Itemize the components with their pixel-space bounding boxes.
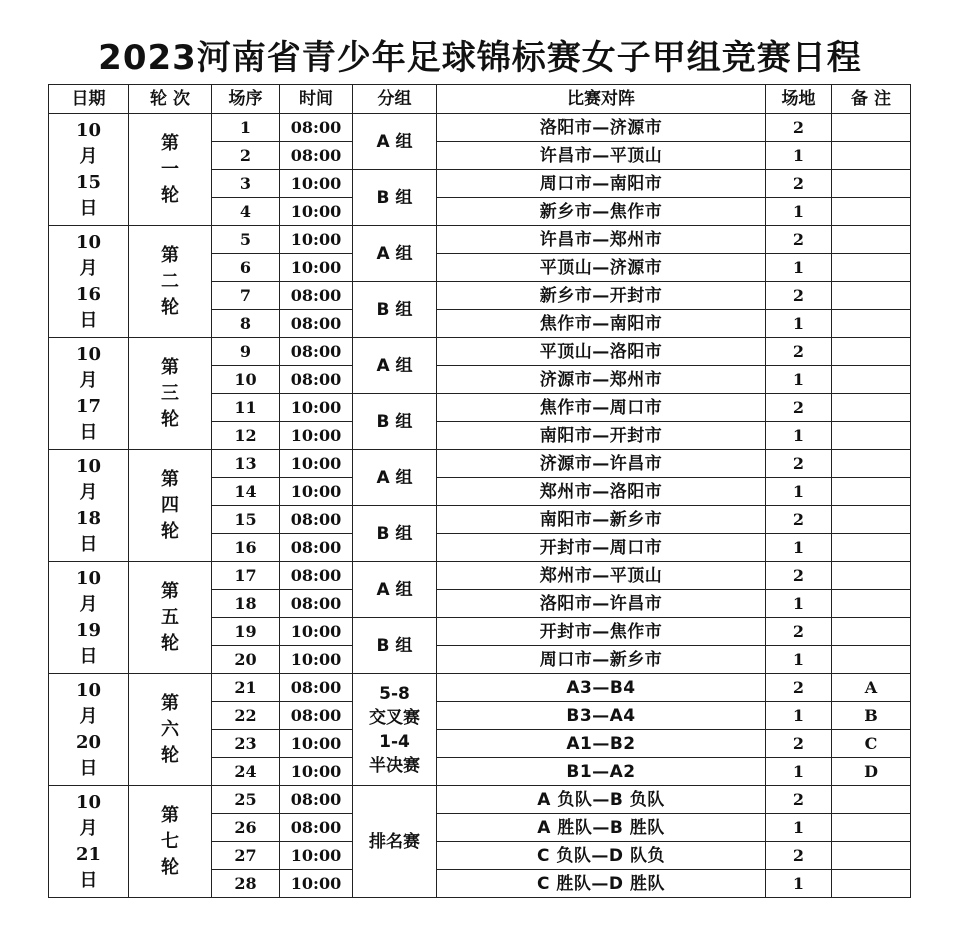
- match-number: 10: [212, 366, 280, 394]
- fixture: 平顶山—洛阳市: [437, 338, 766, 366]
- kickoff-time: 08:00: [280, 142, 353, 170]
- date-cell-line: 日: [79, 533, 98, 555]
- venue-number: 1: [766, 646, 832, 674]
- kickoff-time: 08:00: [280, 814, 353, 842]
- header-group: 分组: [353, 85, 437, 114]
- match-number: 12: [212, 422, 280, 450]
- table-row: [49, 450, 911, 478]
- match-number: 18: [212, 590, 280, 618]
- note: [832, 114, 911, 142]
- date-cell-line: 月: [79, 369, 98, 391]
- note: [832, 506, 911, 534]
- fixture: A1—B2: [437, 730, 766, 758]
- date-cell: [49, 786, 129, 898]
- fixture: 许昌市—平顶山: [437, 142, 766, 170]
- round-cell-line: 第: [161, 244, 179, 266]
- kickoff-time: 10:00: [280, 646, 353, 674]
- date-cell-line: 日: [79, 869, 98, 891]
- group-cell-line: B 组: [376, 635, 413, 656]
- kickoff-time: 08:00: [280, 702, 353, 730]
- venue-number: 2: [766, 842, 832, 870]
- date-cell-line: 月: [79, 705, 98, 727]
- kickoff-time: 10:00: [280, 394, 353, 422]
- note: [832, 590, 911, 618]
- venue-number: 1: [766, 366, 832, 394]
- group-cell-line: B 组: [376, 411, 413, 432]
- kickoff-time: 10:00: [280, 170, 353, 198]
- venue-number: 2: [766, 786, 832, 814]
- group-cell-line: A 组: [376, 355, 413, 376]
- table-row: [49, 674, 911, 702]
- group-cell: [353, 786, 437, 898]
- date-cell-line: 月: [79, 145, 98, 167]
- round-cell-line: 轮: [161, 744, 179, 766]
- date-cell-line: 10: [75, 455, 102, 477]
- date-cell: [49, 338, 129, 450]
- note: [832, 142, 911, 170]
- fixture: 周口市—南阳市: [437, 170, 766, 198]
- round-cell-line: 轮: [161, 856, 179, 878]
- fixture: 新乡市—开封市: [437, 282, 766, 310]
- match-number: 9: [212, 338, 280, 366]
- group-cell: [353, 506, 437, 562]
- round-cell-line: 三: [161, 382, 179, 404]
- fixture: A3—B4: [437, 674, 766, 702]
- fixture: 洛阳市—许昌市: [437, 590, 766, 618]
- venue-number: 2: [766, 114, 832, 142]
- group-cell-line: 半决赛: [369, 755, 420, 776]
- fixture: 开封市—周口市: [437, 534, 766, 562]
- match-number: 17: [212, 562, 280, 590]
- table-row: [49, 562, 911, 590]
- round-cell: [129, 114, 212, 226]
- match-number: 3: [212, 170, 280, 198]
- round-cell: [129, 562, 212, 674]
- table-row: [49, 226, 911, 254]
- match-number: 15: [212, 506, 280, 534]
- venue-number: 2: [766, 618, 832, 646]
- note: B: [832, 702, 911, 730]
- date-cell-line: 20: [75, 731, 102, 753]
- fixture: 新乡市—焦作市: [437, 198, 766, 226]
- round-cell-line: 轮: [161, 184, 179, 206]
- fixture: 焦作市—南阳市: [437, 310, 766, 338]
- note: [832, 842, 911, 870]
- group-cell: [353, 170, 437, 226]
- fixture: A 胜队—B 胜队: [437, 814, 766, 842]
- note: [832, 170, 911, 198]
- match-number: 22: [212, 702, 280, 730]
- group-cell-line: A 组: [376, 243, 413, 264]
- kickoff-time: 08:00: [280, 674, 353, 702]
- group-cell-line: 交叉赛: [369, 707, 420, 728]
- fixture: 周口市—新乡市: [437, 646, 766, 674]
- date-cell-line: 17: [75, 395, 102, 417]
- fixture: A 负队—B 负队: [437, 786, 766, 814]
- round-cell-line: 轮: [161, 296, 179, 318]
- round-cell-line: 四: [161, 494, 179, 516]
- header-round: 轮 次: [129, 85, 212, 114]
- group-cell: [353, 618, 437, 674]
- venue-number: 1: [766, 814, 832, 842]
- group-cell: [353, 338, 437, 394]
- venue-number: 2: [766, 226, 832, 254]
- venue-number: 1: [766, 478, 832, 506]
- round-cell-line: 六: [161, 718, 179, 740]
- group-cell-line: 1-4: [379, 731, 410, 752]
- kickoff-time: 10:00: [280, 842, 353, 870]
- match-number: 23: [212, 730, 280, 758]
- date-cell-line: 18: [75, 507, 102, 529]
- fixture: 开封市—焦作市: [437, 618, 766, 646]
- note: [832, 450, 911, 478]
- group-cell: [353, 226, 437, 282]
- note: [832, 254, 911, 282]
- venue-number: 2: [766, 730, 832, 758]
- match-number: 8: [212, 310, 280, 338]
- note: A: [832, 674, 911, 702]
- match-number: 11: [212, 394, 280, 422]
- group-cell: [353, 394, 437, 450]
- kickoff-time: 10:00: [280, 450, 353, 478]
- venue-number: 1: [766, 702, 832, 730]
- group-cell: [353, 282, 437, 338]
- round-cell-line: 第: [161, 804, 179, 826]
- date-cell-line: 10: [75, 679, 102, 701]
- fixture: 郑州市—平顶山: [437, 562, 766, 590]
- match-number: 28: [212, 870, 280, 898]
- match-number: 20: [212, 646, 280, 674]
- note: [832, 422, 911, 450]
- match-number: 25: [212, 786, 280, 814]
- match-number: 24: [212, 758, 280, 786]
- group-cell-line: 5-8: [379, 683, 410, 704]
- kickoff-time: 10:00: [280, 422, 353, 450]
- header-match-number: 场序: [212, 85, 280, 114]
- date-cell-line: 10: [75, 343, 102, 365]
- page-title: 2023河南省青少年足球锦标赛女子甲组竞赛日程: [98, 38, 862, 78]
- date-cell: [49, 674, 129, 786]
- kickoff-time: 08:00: [280, 366, 353, 394]
- round-cell-line: 七: [161, 830, 179, 852]
- note: [832, 226, 911, 254]
- fixture: 南阳市—新乡市: [437, 506, 766, 534]
- header-note: 备 注: [832, 85, 911, 114]
- note: [832, 534, 911, 562]
- venue-number: 2: [766, 506, 832, 534]
- date-cell: [49, 450, 129, 562]
- fixture: 焦作市—周口市: [437, 394, 766, 422]
- fixture: 济源市—许昌市: [437, 450, 766, 478]
- date-cell-line: 月: [79, 817, 98, 839]
- note: D: [832, 758, 911, 786]
- note: [832, 198, 911, 226]
- fixture: 洛阳市—济源市: [437, 114, 766, 142]
- note: [832, 394, 911, 422]
- header-date: 日期: [49, 85, 129, 114]
- round-cell-line: 轮: [161, 408, 179, 430]
- match-number: 2: [212, 142, 280, 170]
- table-row: [49, 786, 911, 814]
- round-cell: [129, 338, 212, 450]
- match-number: 4: [212, 198, 280, 226]
- note: [832, 870, 911, 898]
- venue-number: 2: [766, 450, 832, 478]
- date-cell-line: 21: [75, 843, 102, 865]
- kickoff-time: 10:00: [280, 198, 353, 226]
- kickoff-time: 10:00: [280, 730, 353, 758]
- date-cell: [49, 562, 129, 674]
- round-cell-line: 二: [161, 270, 179, 292]
- group-cell-line: B 组: [376, 187, 413, 208]
- date-cell-line: 10: [75, 791, 102, 813]
- venue-number: 1: [766, 870, 832, 898]
- fixture: B1—A2: [437, 758, 766, 786]
- date-cell-line: 日: [79, 309, 98, 331]
- venue-number: 2: [766, 562, 832, 590]
- venue-number: 1: [766, 310, 832, 338]
- date-cell: [49, 114, 129, 226]
- note: [832, 478, 911, 506]
- date-cell-line: 10: [75, 567, 102, 589]
- match-number: 27: [212, 842, 280, 870]
- note: [832, 310, 911, 338]
- kickoff-time: 08:00: [280, 114, 353, 142]
- schedule-body: [49, 114, 911, 898]
- note: C: [832, 730, 911, 758]
- date-cell: [49, 226, 129, 338]
- round-cell-line: 一: [161, 158, 179, 180]
- note: [832, 786, 911, 814]
- note: [832, 618, 911, 646]
- note: [832, 646, 911, 674]
- round-cell-line: 第: [161, 356, 179, 378]
- venue-number: 2: [766, 674, 832, 702]
- note: [832, 814, 911, 842]
- kickoff-time: 10:00: [280, 618, 353, 646]
- venue-number: 1: [766, 422, 832, 450]
- round-cell-line: 轮: [161, 520, 179, 542]
- kickoff-time: 08:00: [280, 590, 353, 618]
- match-number: 1: [212, 114, 280, 142]
- date-cell-line: 月: [79, 593, 98, 615]
- round-cell: [129, 450, 212, 562]
- group-cell-line: B 组: [376, 299, 413, 320]
- date-cell-line: 日: [79, 757, 98, 779]
- fixture: C 负队—D 队负: [437, 842, 766, 870]
- date-cell-line: 10: [75, 119, 102, 141]
- match-number: 16: [212, 534, 280, 562]
- kickoff-time: 10:00: [280, 758, 353, 786]
- fixture: C 胜队—D 胜队: [437, 870, 766, 898]
- schedule-table: [48, 84, 911, 898]
- kickoff-time: 08:00: [280, 282, 353, 310]
- table-row: [49, 338, 911, 366]
- group-cell-line: A 组: [376, 579, 413, 600]
- match-number: 6: [212, 254, 280, 282]
- round-cell: [129, 674, 212, 786]
- date-cell-line: 15: [75, 171, 102, 193]
- round-cell-line: 五: [161, 606, 179, 628]
- group-cell-line: 排名赛: [369, 831, 420, 852]
- date-cell-line: 19: [75, 619, 102, 641]
- match-number: 7: [212, 282, 280, 310]
- round-cell-line: 第: [161, 692, 179, 714]
- note: [832, 366, 911, 394]
- fixture: 郑州市—洛阳市: [437, 478, 766, 506]
- header-venue: 场地: [766, 85, 832, 114]
- round-cell: [129, 226, 212, 338]
- note: [832, 282, 911, 310]
- match-number: 21: [212, 674, 280, 702]
- round-cell-line: 第: [161, 580, 179, 602]
- note: [832, 562, 911, 590]
- group-cell-line: B 组: [376, 523, 413, 544]
- date-cell-line: 月: [79, 257, 98, 279]
- fixture: 南阳市—开封市: [437, 422, 766, 450]
- match-number: 14: [212, 478, 280, 506]
- group-cell: [353, 114, 437, 170]
- venue-number: 1: [766, 758, 832, 786]
- venue-number: 1: [766, 198, 832, 226]
- group-cell-line: A 组: [376, 467, 413, 488]
- match-number: 26: [212, 814, 280, 842]
- date-cell-line: 16: [75, 283, 102, 305]
- header-time: 时间: [280, 85, 353, 114]
- round-cell-line: 轮: [161, 632, 179, 654]
- venue-number: 2: [766, 282, 832, 310]
- date-cell-line: 10: [75, 231, 102, 253]
- note: [832, 338, 911, 366]
- kickoff-time: 10:00: [280, 254, 353, 282]
- kickoff-time: 08:00: [280, 310, 353, 338]
- kickoff-time: 10:00: [280, 478, 353, 506]
- header-row: [49, 85, 911, 114]
- match-number: 13: [212, 450, 280, 478]
- group-cell-line: A 组: [376, 131, 413, 152]
- match-number: 5: [212, 226, 280, 254]
- fixture: B3—A4: [437, 702, 766, 730]
- venue-number: 1: [766, 590, 832, 618]
- table-row: [49, 114, 911, 142]
- group-cell: [353, 450, 437, 506]
- round-cell-line: 第: [161, 132, 179, 154]
- venue-number: 1: [766, 534, 832, 562]
- kickoff-time: 08:00: [280, 534, 353, 562]
- venue-number: 2: [766, 394, 832, 422]
- venue-number: 2: [766, 338, 832, 366]
- group-cell: [353, 562, 437, 618]
- date-cell-line: 日: [79, 421, 98, 443]
- venue-number: 2: [766, 170, 832, 198]
- kickoff-time: 08:00: [280, 786, 353, 814]
- round-cell-line: 第: [161, 468, 179, 490]
- fixture: 平顶山—济源市: [437, 254, 766, 282]
- kickoff-time: 10:00: [280, 870, 353, 898]
- date-cell-line: 日: [79, 645, 98, 667]
- kickoff-time: 08:00: [280, 506, 353, 534]
- venue-number: 1: [766, 254, 832, 282]
- date-cell-line: 月: [79, 481, 98, 503]
- kickoff-time: 08:00: [280, 338, 353, 366]
- kickoff-time: 10:00: [280, 226, 353, 254]
- match-number: 19: [212, 618, 280, 646]
- round-cell: [129, 786, 212, 898]
- group-cell: [353, 674, 437, 786]
- venue-number: 1: [766, 142, 832, 170]
- fixture: 济源市—郑州市: [437, 366, 766, 394]
- kickoff-time: 08:00: [280, 562, 353, 590]
- date-cell-line: 日: [79, 197, 98, 219]
- header-fixture: 比赛对阵: [437, 85, 766, 114]
- fixture: 许昌市—郑州市: [437, 226, 766, 254]
